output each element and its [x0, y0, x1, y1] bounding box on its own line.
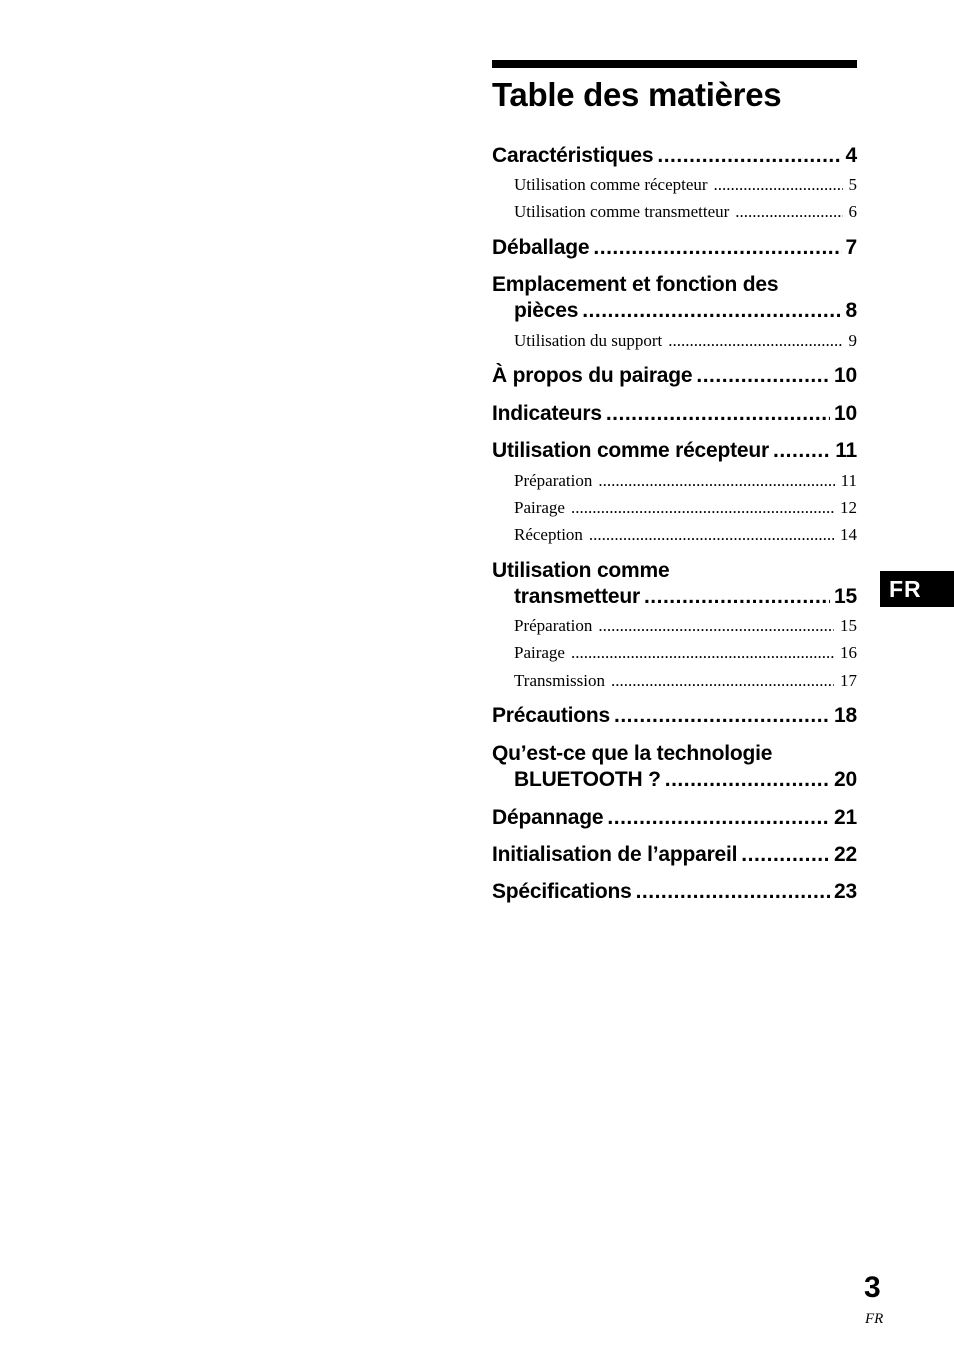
toc-page-number: 10 — [834, 402, 857, 425]
toc-page-number: 18 — [834, 704, 857, 727]
toc-entry-initialisation[interactable] — [492, 842, 857, 868]
toc-page-number: 6 — [848, 202, 857, 221]
leader-dots — [773, 438, 831, 464]
leader-dots — [714, 174, 843, 196]
toc-entry-depannage[interactable] — [492, 805, 857, 831]
toc-entry-caracteristiques[interactable] — [492, 143, 857, 169]
leader-dots — [598, 470, 834, 492]
leader-dots — [607, 805, 830, 831]
toc-entry-label: Précautions — [492, 704, 611, 727]
toc-entry-deballage[interactable] — [492, 235, 857, 261]
toc-entry-indicateurs[interactable] — [492, 401, 857, 427]
leader-dots — [614, 703, 830, 729]
leader-dots — [668, 330, 842, 352]
toc-page-number: 12 — [840, 498, 857, 517]
toc-subentry-preparation[interactable] — [492, 470, 857, 492]
toc-entry-label: Indicateurs — [492, 402, 602, 425]
leader-dots — [644, 584, 830, 610]
toc-page-number: 7 — [845, 236, 857, 259]
toc-entry-utilisation-recepteur[interactable] — [492, 438, 857, 464]
toc-entry-label: Utilisation comme récepteur — [514, 175, 708, 194]
leader-dots — [665, 767, 830, 793]
toc-entry-label: Caractéristiques — [492, 144, 654, 167]
toc-page-number: 16 — [840, 643, 857, 662]
toc-page-number: 22 — [834, 843, 857, 866]
toc-page-number: 10 — [834, 364, 857, 387]
toc-subentry-transmission[interactable] — [492, 670, 857, 692]
toc-entry-label: Spécifications — [492, 880, 632, 903]
toc-entry-label: pièces — [514, 299, 579, 322]
toc-entry-label: Préparation — [514, 471, 593, 490]
toc-entry-bluetooth[interactable] — [492, 767, 857, 793]
toc-page-number: 21 — [834, 806, 857, 829]
toc-page-number: 15 — [834, 585, 857, 608]
toc-entry-precautions[interactable] — [492, 703, 857, 729]
toc-page-number: 9 — [848, 331, 857, 350]
top-rule — [492, 60, 857, 68]
toc-page-number: 4 — [845, 144, 857, 167]
toc-entry-label: Utilisation comme transmetteur — [514, 202, 730, 221]
leader-dots — [582, 298, 841, 324]
toc-entry-specifications[interactable] — [492, 879, 857, 905]
toc-page-number: 20 — [834, 768, 857, 791]
toc-entry-label: BLUETOOTH ? — [514, 768, 661, 791]
leader-dots — [571, 497, 834, 519]
toc-entry-label: Transmission — [514, 671, 606, 690]
toc-entry-label: Préparation — [514, 616, 593, 635]
leader-dots — [611, 670, 834, 692]
language-tab: FR — [880, 571, 954, 607]
toc-entry-label: Déballage — [492, 236, 590, 259]
toc-entry-label: À propos du pairage — [492, 364, 693, 387]
toc-entry-label: Pairage — [514, 643, 565, 662]
toc-subentry-support[interactable] — [492, 330, 857, 352]
page-title: Table des matières — [492, 76, 782, 113]
toc-page-number: 11 — [835, 439, 857, 462]
leader-dots — [571, 642, 834, 664]
toc-subentry-reception[interactable] — [492, 524, 857, 546]
toc-entry-utilisation-transmetteur-line1[interactable]: Utilisation comme — [492, 559, 670, 582]
leader-dots — [657, 143, 841, 169]
leader-dots — [593, 235, 841, 261]
leader-dots — [735, 201, 842, 223]
toc-entry-label: transmetteur — [514, 585, 640, 608]
toc-page-number: 17 — [840, 671, 857, 690]
toc-entry-emplacement[interactable] — [492, 298, 857, 324]
toc-subentry-pairage[interactable] — [492, 497, 857, 519]
page-language-code: FR — [865, 1311, 884, 1327]
toc-subentry-pairage[interactable] — [492, 642, 857, 664]
toc-page-number: 5 — [848, 175, 857, 194]
toc-page-number: 23 — [834, 880, 857, 903]
toc-entry-label: Réception — [514, 525, 583, 544]
toc-subentry-preparation[interactable] — [492, 615, 857, 637]
toc-entry-label: Utilisation du support — [514, 331, 663, 350]
toc-page-number: 15 — [840, 616, 857, 635]
toc-entry-utilisation-transmetteur[interactable] — [492, 584, 857, 610]
leader-dots — [606, 401, 830, 427]
leader-dots — [589, 524, 834, 546]
toc-subentry-utilisation-transmetteur[interactable] — [492, 201, 857, 223]
toc-entry-label: Utilisation comme récepteur — [492, 439, 770, 462]
toc-entry-label: Initialisation de l’appareil — [492, 843, 738, 866]
leader-dots — [696, 363, 830, 389]
toc-entry-emplacement-line1[interactable]: Emplacement et fonction des — [492, 273, 779, 296]
toc-page-number: 14 — [840, 525, 857, 544]
leader-dots — [741, 842, 830, 868]
toc-entry-label: Dépannage — [492, 806, 604, 829]
toc-entry-bluetooth-line1[interactable]: Qu’est-ce que la technologie — [492, 742, 773, 765]
toc-subentry-utilisation-recepteur[interactable] — [492, 174, 857, 196]
toc-page-number: 8 — [845, 299, 857, 322]
toc-entry-pairage[interactable] — [492, 363, 857, 389]
toc-page-number: 11 — [840, 471, 857, 490]
leader-dots — [598, 615, 834, 637]
toc-entry-label: Pairage — [514, 498, 565, 517]
leader-dots — [636, 879, 830, 905]
page-number: 3 — [864, 1271, 881, 1304]
